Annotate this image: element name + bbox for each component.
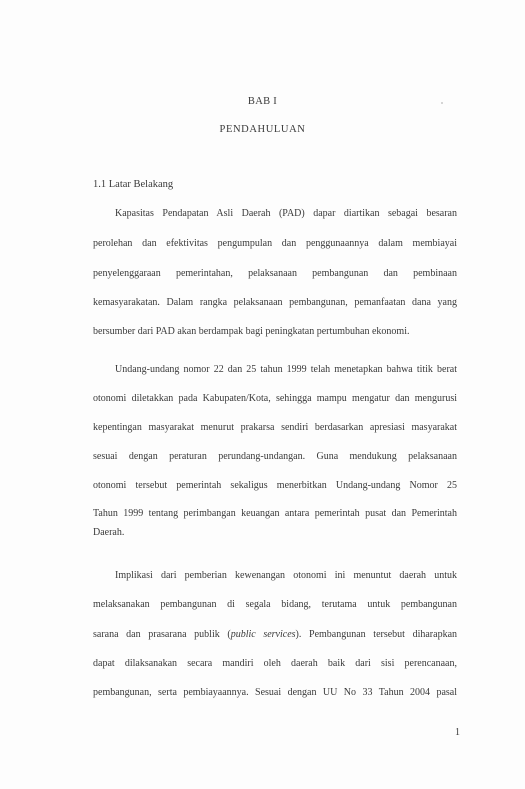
chapter-label: BAB I	[247, 96, 278, 107]
section-title: 1.1 Latar Belakang	[93, 179, 174, 190]
paragraph-line: dapat dilaksanakan secara mandiri oleh daerah baik dari sisi perencanaan,	[93, 658, 457, 669]
paragraph-line: kepentingan masyarakat menurut prakarsa sendiri berdasarkan apresiasi masyarakat	[93, 422, 457, 433]
paragraph-line: kemasyarakatan. Dalam rangka pelaksanaan pembangunan, pemanfaatan dana yang	[93, 297, 457, 308]
paragraph-line: otonomi tersebut pemerintah sekaligus menerbitkan Undang-undang Nomor 25	[93, 480, 457, 491]
paragraph-line: otonomi diletakkan pada Kabupaten/Kota, sehingga mampu mengatur dan mengurusi	[93, 393, 457, 404]
paragraph-line: Daerah.	[93, 527, 125, 538]
chapter-title: PENDAHULUAN	[219, 124, 306, 135]
paragraph-line: Implikasi dari pemberian kewenangan otonomi ini menuntut daerah untuk	[115, 570, 457, 581]
paragraph-line: Tahun 1999 tentang perimbangan keuangan antara pemerintah pusat dan Pemerintah	[93, 508, 457, 519]
paragraph-line: sarana dan prasarana publik (public services). Pembangunan tersebut diharapkan	[93, 629, 458, 640]
page-number: 1	[455, 727, 460, 738]
paragraph-line: perolehan dan efektivitas pengumpulan dan penggunaannya dalam membiayai	[93, 238, 457, 249]
paragraph-line: penyelenggaraan pemerintahan, pelaksanaan pembangunan dan pembinaan	[93, 268, 457, 279]
italic-term: public services	[230, 629, 296, 640]
paragraph-line: Kapasitas Pendapatan Asli Daerah (PAD) dapar diartikan sebagai besaran	[115, 208, 457, 219]
paragraph-line: Undang-undang nomor 22 dan 25 tahun 1999 telah menetapkan bahwa titik berat	[115, 364, 457, 375]
paragraph-line: sesuai dengan peraturan perundang-undangan. Guna mendukung pelaksanaan	[93, 451, 457, 462]
paragraph-line: melaksanakan pembangunan di segala bidang, terutama untuk pembangunan	[93, 599, 457, 610]
paragraph-line: bersumber dari PAD akan berdampak bagi peningkatan pertumbuhan ekonomi.	[93, 326, 410, 337]
paragraph-line: pembangunan, serta pembiayaannya. Sesuai dengan UU No 33 Tahun 2004 pasal	[93, 687, 457, 698]
